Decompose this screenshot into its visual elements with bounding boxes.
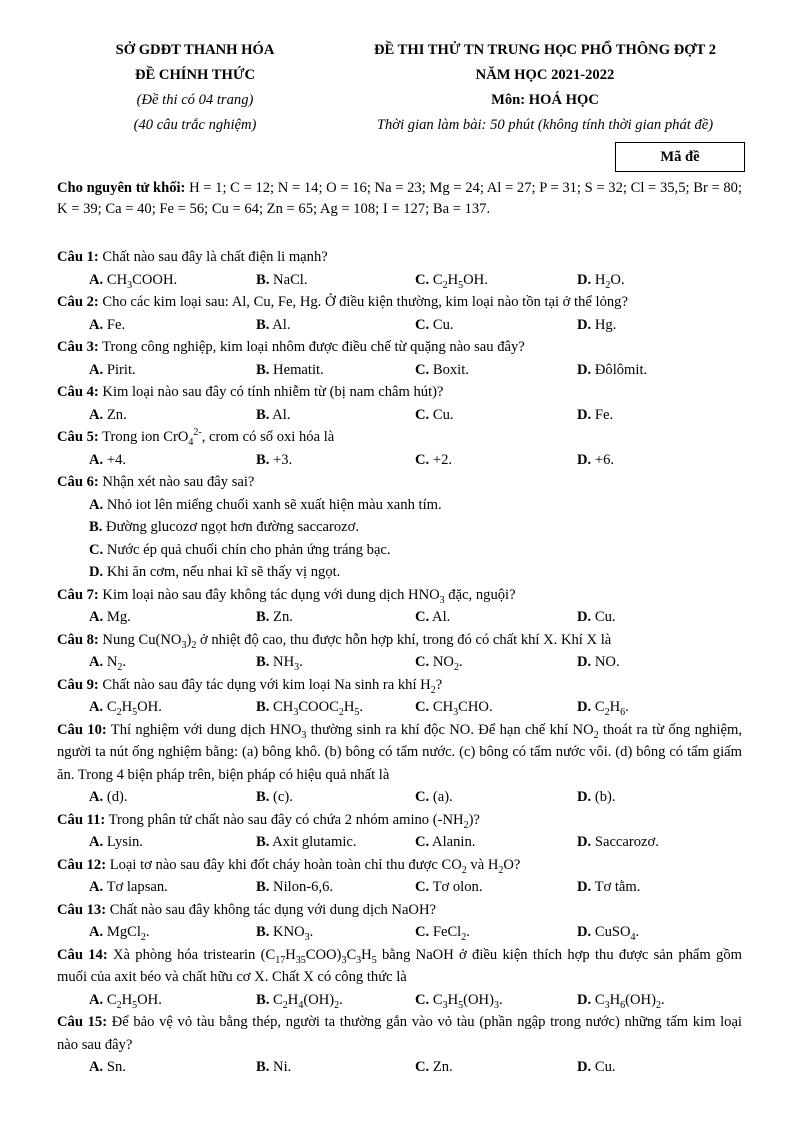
- option-d: [577, 786, 616, 809]
- option-text: $CH_3CHO$.: [432, 699, 493, 718]
- option-b: [256, 449, 292, 472]
- option-text: +3.: [273, 451, 293, 468]
- option-letter: A.: [89, 609, 104, 625]
- option-text: Tơ tằm.: [594, 879, 641, 895]
- options-row: [57, 831, 742, 854]
- option-letter: D.: [577, 609, 592, 625]
- option-letter: A.: [89, 924, 104, 940]
- question-number: Câu 11:: [57, 811, 106, 828]
- option-text: $KNO_3$.: [273, 924, 314, 943]
- exam-code-box: Mã đề: [615, 142, 745, 172]
- atomic-masses-label: Cho nguyên tử khối:: [57, 180, 186, 196]
- option-letter: B.: [256, 789, 270, 805]
- option-letter: D.: [577, 406, 592, 423]
- option-text: Tơ olon.: [432, 879, 483, 895]
- option-a: [89, 449, 126, 472]
- option-a: [89, 314, 125, 337]
- option-c: [415, 786, 453, 809]
- option-a: [89, 831, 143, 854]
- question-number: Câu 7:: [57, 586, 99, 603]
- option-letter: D.: [577, 654, 592, 670]
- question-text: Để bảo vệ vỏ tàu bằng thép, người ta thường gắn vào vỏ tàu (phần ngập trong nước) những tấm kim loại nào sau đây?: [57, 1014, 742, 1053]
- option-text: Fe.: [106, 316, 126, 333]
- option-c: [415, 449, 452, 472]
- option-text: $C_2H_6$.: [594, 699, 629, 718]
- option-text: Saccarozơ.: [594, 834, 659, 850]
- question-13: [57, 899, 742, 922]
- option-text: Nilon-6,6.: [273, 879, 334, 895]
- options-row: [57, 651, 742, 674]
- option-a: [89, 876, 168, 899]
- option-c: [57, 539, 742, 562]
- option-a: [89, 359, 136, 382]
- option-letter: A.: [89, 789, 104, 805]
- options-row: [57, 696, 742, 719]
- option-text: (b).: [594, 789, 616, 805]
- option-c: [415, 606, 450, 629]
- option-a: [89, 651, 126, 674]
- option-letter: C.: [415, 451, 430, 468]
- header-left: [90, 38, 300, 138]
- option-letter: C.: [415, 361, 430, 378]
- option-text: $C_2H_5OH$.: [106, 991, 162, 1011]
- option-d: [577, 449, 614, 472]
- option-a: [89, 606, 131, 629]
- option-text: (a).: [432, 789, 453, 805]
- question-2: [57, 291, 742, 314]
- option-letter: B.: [256, 879, 270, 895]
- option-letter: A.: [89, 1059, 104, 1075]
- option-b: [256, 359, 324, 382]
- option-a: [89, 404, 127, 427]
- option-b: [256, 921, 313, 944]
- option-a: [89, 269, 177, 292]
- option-letter: A.: [89, 271, 104, 288]
- option-text: Zn.: [273, 609, 293, 625]
- question-number: Câu 8:: [57, 631, 99, 648]
- option-b: [256, 269, 308, 292]
- option-d: [577, 989, 665, 1012]
- option-text: Tơ lapsan.: [106, 879, 168, 895]
- option-letter: B.: [256, 699, 270, 715]
- option-letter: A.: [89, 991, 104, 1008]
- option-letter: B.: [256, 609, 270, 625]
- option-text: Khi ăn cơm, nếu nhai kĩ sẽ thấy vị ngọt.: [106, 564, 341, 580]
- option-d: [577, 921, 639, 944]
- option-text: Fe.: [594, 406, 614, 423]
- option-d: [577, 269, 625, 292]
- question-7: [57, 584, 742, 607]
- option-letter: D.: [577, 699, 592, 715]
- option-letter: D.: [577, 991, 592, 1008]
- school-year: NĂM HỌC 2021-2022: [475, 67, 615, 83]
- option-letter: A.: [89, 834, 104, 850]
- question-12: [57, 854, 742, 877]
- option-letter: C.: [415, 609, 430, 625]
- option-text: NaCl.: [273, 271, 308, 288]
- option-letter: C.: [415, 699, 430, 715]
- option-c: [415, 651, 463, 674]
- options-row: [57, 989, 742, 1012]
- option-text: Đôlômit.: [594, 361, 648, 378]
- option-b: [256, 831, 357, 854]
- option-c: [415, 359, 469, 382]
- page-count-note: (Đề thi có 04 trang): [136, 92, 254, 108]
- option-letter: C.: [415, 654, 430, 670]
- atomic-masses-values: H = 1; C = 12; N = 14; O = 16; Na = 23; Mg = 24; Al = 27; P = 31; S = 32; Cl = 35,5; Br = 80; K = 39; Ca = 40; Fe = 56; Cu = 64; Zn = 65; Ag = 108; I = 127; Ba = 137.: [57, 180, 742, 217]
- question-11: [57, 809, 742, 832]
- option-b: [256, 786, 293, 809]
- question-text: Cho các kim loại sau: Al, Cu, Fe, Hg. Ở điều kiện thường, kim loại nào tồn tại ở thể lỏng?: [98, 294, 628, 310]
- option-letter: B.: [256, 834, 270, 850]
- option-text: Al.: [272, 406, 291, 423]
- question-4: [57, 381, 742, 404]
- question-3: [57, 336, 742, 359]
- option-c: [415, 696, 493, 719]
- option-text: (d).: [106, 789, 128, 805]
- option-text: Sn.: [106, 1059, 126, 1075]
- option-letter: A.: [89, 361, 104, 378]
- question-text: Thí nghiệm với dung dịch $HNO_3$ thường sinh ra khí độc NO. Để hạn chế khí $NO_2$ thoát ra từ ống nghiệm, người ta nút ống nghiệm bằng: (a) bông khô. (b) bông có tẩm nước. (c) bông có tẩm nước vôi. (d) bông có tẩm giấm ăn. Trong 4 biện pháp trên, biện pháp có hiệu quả nhất là: [57, 721, 742, 783]
- option-letter: B.: [256, 924, 270, 940]
- option-letter: D.: [577, 451, 592, 468]
- option-letter: A.: [89, 316, 104, 333]
- option-letter: B.: [256, 406, 270, 423]
- options-row: [57, 876, 742, 899]
- question-number: Câu 14:: [57, 946, 108, 963]
- option-c: [415, 921, 470, 944]
- options-row: [57, 359, 742, 382]
- option-letter: A.: [89, 879, 104, 895]
- option-letter: C.: [415, 834, 430, 850]
- option-text: Hg.: [594, 316, 617, 333]
- subject: Môn: HOÁ HỌC: [491, 92, 599, 108]
- question-6: [57, 471, 742, 494]
- question-number: Câu 15:: [57, 1014, 108, 1030]
- option-text: Đường glucozơ ngọt hơn đường saccarozơ.: [106, 519, 360, 535]
- question-count-note: (40 câu trắc nghiệm): [133, 117, 257, 133]
- option-letter: C.: [415, 789, 430, 805]
- option-b: [256, 696, 363, 719]
- question-number: Câu 9:: [57, 676, 99, 693]
- option-text: $CH_3COOC_2H_5$.: [273, 699, 364, 718]
- question-15: [57, 1011, 742, 1056]
- option-b: [256, 876, 333, 899]
- option-c: [415, 876, 482, 899]
- option-d: [577, 876, 640, 899]
- question-text: Chất nào sau đây tác dụng với kim loại Na sinh ra khí $H_2$?: [98, 676, 443, 696]
- option-text: Boxit.: [432, 361, 469, 378]
- question-number: Câu 5:: [57, 429, 99, 445]
- option-c: [415, 989, 503, 1012]
- atomic-masses: [57, 178, 742, 220]
- options-row: [57, 449, 742, 472]
- option-a: [89, 989, 162, 1012]
- option-text: +6.: [594, 451, 615, 468]
- option-letter: B.: [256, 991, 270, 1008]
- option-letter: B.: [89, 519, 103, 535]
- option-text: (c).: [273, 789, 293, 805]
- question-text: Kim loại nào sau đây không tác dụng với dung dịch $HNO_3$ đặc, nguội?: [98, 586, 516, 606]
- option-letter: D.: [577, 271, 592, 288]
- option-a: [89, 921, 150, 944]
- option-text: Cu.: [432, 406, 454, 423]
- question-text: Trong ion CrO$_4^{2-}$, crom có số oxi hóa là: [98, 427, 335, 448]
- question-text: Trong công nghiệp, kim loại nhôm được điều chế từ quặng nào sau đây?: [98, 339, 525, 355]
- option-letter: B.: [256, 451, 270, 468]
- option-text: Lysin.: [106, 834, 143, 850]
- option-letter: C.: [415, 1059, 430, 1075]
- option-text: Zn.: [432, 1059, 453, 1075]
- question-text: Trong phân tử chất nào sau đây có chứa 2 nhóm amino $(-NH_2)$?: [105, 811, 480, 831]
- option-letter: D.: [577, 924, 592, 940]
- option-b: [256, 1056, 291, 1079]
- option-text: Axit glutamic.: [272, 834, 357, 850]
- option-letter: D.: [577, 834, 592, 850]
- options-row: [57, 404, 742, 427]
- option-text: Cu.: [594, 609, 616, 625]
- option-letter: D.: [89, 564, 104, 580]
- question-number: Câu 12:: [57, 856, 107, 873]
- exam-title: ĐỀ THI THỬ TN TRUNG HỌC PHỔ THÔNG ĐỢT 2: [373, 42, 717, 58]
- option-letter: D.: [577, 879, 592, 895]
- option-b: [256, 989, 343, 1012]
- options-row: [57, 786, 742, 809]
- option-text: NO.: [594, 654, 620, 670]
- option-letter: B.: [256, 1059, 270, 1075]
- option-letter: C.: [415, 991, 430, 1008]
- option-text: MgCl$_2$.: [106, 924, 150, 943]
- option-d: [57, 561, 742, 584]
- option-text: CuSO$_4$.: [594, 924, 640, 943]
- question-number: Câu 3:: [57, 339, 99, 355]
- options-row: [57, 606, 742, 629]
- option-text: $NH_3$.: [273, 654, 303, 673]
- question-8: [57, 629, 742, 652]
- option-letter: D.: [577, 1059, 592, 1075]
- question-14: [57, 944, 742, 989]
- question-list: [57, 246, 742, 1079]
- option-letter: D.: [577, 316, 592, 333]
- option-c: [415, 404, 454, 427]
- question-number: Câu 6:: [57, 474, 99, 490]
- option-text: Al.: [272, 316, 291, 333]
- option-text: FeCl$_2$.: [432, 924, 470, 943]
- option-letter: C.: [89, 541, 104, 558]
- option-b: [256, 606, 293, 629]
- option-b: [256, 651, 303, 674]
- question-5: [57, 426, 742, 449]
- question-number: Câu 10:: [57, 721, 107, 738]
- option-text: $NO_2$.: [432, 654, 463, 673]
- option-c: [415, 831, 475, 854]
- option-letter: A.: [89, 496, 104, 513]
- option-c: [415, 1056, 453, 1079]
- question-number: Câu 4:: [57, 384, 99, 400]
- option-c: [415, 269, 488, 292]
- option-a: [57, 494, 742, 517]
- option-a: [89, 786, 128, 809]
- option-letter: C.: [415, 879, 430, 895]
- option-text: Nước ép quả chuối chín cho phản ứng tráng bạc.: [106, 541, 391, 558]
- option-a: [89, 1056, 126, 1079]
- option-text: Cu.: [594, 1059, 616, 1075]
- option-text: $C_2H_5OH$.: [106, 699, 162, 718]
- option-text: Alanin.: [432, 834, 476, 850]
- option-a: [89, 696, 162, 719]
- option-c: [415, 314, 454, 337]
- option-letter: C.: [415, 924, 430, 940]
- question-text: Nung $Cu(NO_3)_2$ ở nhiệt độ cao, thu được hỗn hợp khí, trong đó có chất khí X. Khí X là: [98, 631, 612, 651]
- official-label: ĐỀ CHÍNH THỨC: [134, 67, 255, 83]
- option-letter: C.: [415, 406, 430, 423]
- option-text: Al.: [432, 609, 451, 625]
- option-d: [577, 314, 616, 337]
- option-text: $C_3H_6(OH)_2$.: [594, 991, 665, 1011]
- option-text: Cu.: [432, 316, 454, 333]
- option-text: Mg.: [106, 609, 131, 625]
- option-letter: A.: [89, 654, 104, 670]
- option-letter: C.: [415, 316, 430, 333]
- option-text: $C_3H_5(OH)_3$.: [432, 991, 503, 1011]
- option-text: Hematit.: [273, 361, 324, 378]
- option-letter: A.: [89, 406, 104, 423]
- option-letter: A.: [89, 699, 104, 715]
- option-b: [57, 516, 742, 539]
- option-letter: B.: [256, 654, 270, 670]
- option-text: $H_2O$.: [594, 271, 625, 291]
- options-row: [57, 921, 742, 944]
- question-text: Chất nào sau đây là chất điện li mạnh?: [98, 249, 328, 265]
- option-d: [577, 1056, 616, 1079]
- option-letter: B.: [256, 361, 270, 378]
- question-text: Kim loại nào sau đây có tính nhiễm từ (bị nam châm hút)?: [98, 384, 444, 400]
- option-text: Pirit.: [106, 361, 136, 378]
- option-text: Nhỏ iot lên miếng chuối xanh sẽ xuất hiện màu xanh tím.: [106, 496, 442, 513]
- question-text: Xà phòng hóa tristearin $(C_{17}H_{35}COO)_3C_3H_5$ bằng NaOH ở điều kiện thích hợp thu được sản phẩm gồm muối của axit béo và chất hữu cơ X. Chất X có công thức là: [57, 946, 743, 985]
- option-letter: B.: [256, 316, 270, 333]
- option-d: [577, 606, 616, 629]
- option-d: [577, 651, 620, 674]
- question-10: [57, 719, 742, 787]
- options-row: [57, 1056, 742, 1079]
- question-number: Câu 2:: [57, 294, 99, 310]
- option-text: +4.: [106, 451, 127, 468]
- question-9: [57, 674, 742, 697]
- option-letter: B.: [256, 271, 270, 288]
- header-right: [345, 38, 745, 138]
- question-number: Câu 1:: [57, 249, 99, 265]
- option-letter: A.: [89, 451, 104, 468]
- option-b: [256, 404, 290, 427]
- option-d: [577, 359, 647, 382]
- option-text: +2.: [432, 451, 453, 468]
- question-text: Loại tơ nào sau đây khi đốt cháy hoàn toàn chỉ thu được $CO_2$ và $H_2O$?: [106, 856, 521, 876]
- option-b: [256, 314, 290, 337]
- option-letter: D.: [577, 361, 592, 378]
- option-text: $N_2$.: [106, 654, 127, 673]
- options-row: [57, 314, 742, 337]
- option-letter: D.: [577, 789, 592, 805]
- question-text: Nhận xét nào sau đây sai?: [98, 474, 255, 490]
- option-text: $C_2H_4(OH)_2$.: [273, 991, 343, 1011]
- department-name: SỞ GDĐT THANH HÓA: [115, 42, 275, 58]
- time-allowed: Thời gian làm bài: 50 phút (không tính thời gian phát đề): [376, 117, 714, 133]
- option-text: $CH_3COOH$.: [106, 271, 178, 291]
- option-text: $C_2H_5OH$.: [432, 271, 488, 291]
- option-letter: C.: [415, 271, 430, 288]
- question-1: [57, 246, 742, 269]
- option-d: [577, 404, 613, 427]
- option-text: Ni.: [273, 1059, 292, 1075]
- option-text: Zn.: [106, 406, 127, 423]
- question-text: Chất nào sau đây không tác dụng với dung dịch NaOH?: [106, 901, 436, 918]
- option-d: [577, 831, 659, 854]
- option-d: [577, 696, 629, 719]
- question-number: Câu 13:: [57, 901, 107, 918]
- options-row: [57, 269, 742, 292]
